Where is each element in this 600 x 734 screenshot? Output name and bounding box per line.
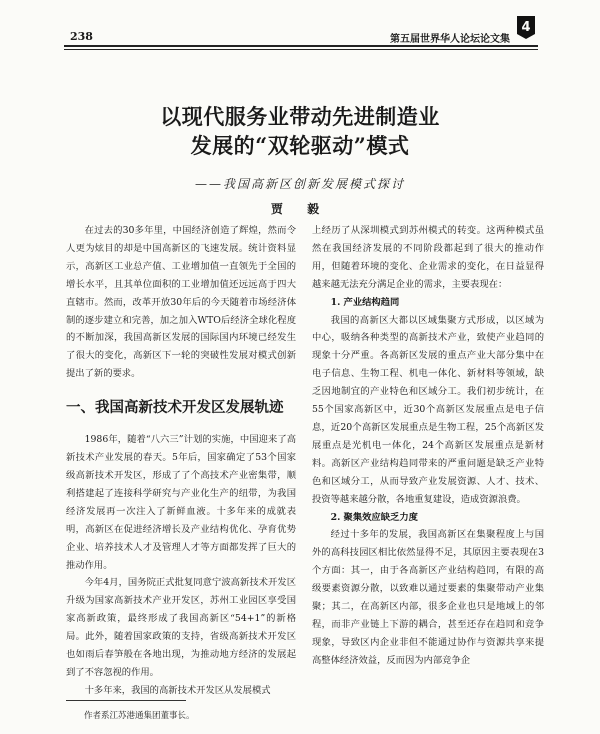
body-paragraph: 经过十多年的发展，我国高新区在集聚程度上与国外的高科技园区相比依然显得不足，其原因主要表现在3个方面：其一，由于各高新区产业结构趋同，有限的高级要素资源分散，以致难以通过要素的集聚带动产业集聚；其二，在高新区内部，很多企业也只是地域上的邻程，而非产业链上下游的耦合，甚至还存在趋同和竞争现象，导致区内企业非但不能通过协作与资源共享来提高整体经济效益，反而因为内部竞争企	[312, 529, 544, 666]
body-paragraph: 我国的高新区大都以区域集聚方式形成，以区域为中心，吸纳各种类型的高新技术产业，致使产业趋同的现象十分严重。各高新区发展的重点产业大部分集中在电子信息、生物工程、机电一体化、新材料等领域，缺乏因地制宜的产业特色和区域分工。我们初步统计，在55个国家高新区中，近30个高新区发展重点是电子信息，近20个高新区发展重点是生物工程，25个高新区发展重点是光机电一体化，24个高新区发展重点是新材料。高新区产业结构趋同带来的严重问题是缺乏产业特色和区域分工，从而导致产业发展资源、人才、技术、投资等越来越分散，各地重复建设，造成资源浪费。	[312, 314, 544, 505]
body-paragraph: 上经历了从深圳模式到苏州模式的转变。这两种模式虽然在我国经济发展的不同阶段都起到了很大的推动作用，但随着环境的变化、企业需求的变化，在日益显得越来越无法充分满足企业的需求，主要表现在：	[312, 225, 544, 290]
header-rule	[64, 45, 538, 47]
running-head: 第五届世界华人论坛论文集	[390, 34, 510, 45]
body-paragraph: 十多年来，我国的高新技术开发区从发展模式	[84, 684, 271, 696]
body-paragraph: 1986年，随着“八六三”计划的实施，中国迎来了高新技术产业发展的春天。5年后，国家确定了53个国家级高新技术开发区，形成了了个高技术产业密集带，顺利搭建起了连接科学研究与产业化生产的纽带，为我国经济发展再一次注入了新鲜血液。十多年来的成就表明，高新区在促进经济增长及产业结构优化、孕育优势企业、培养技术人才及管理人才等方面都发挥了巨大的推动作用。	[66, 434, 296, 571]
section-heading: 一、我国高新技术开发区发展轨迹	[66, 399, 284, 417]
article-title-line2: 发展的“双轮驱动”模式	[190, 133, 410, 158]
logo-char: 4	[521, 20, 531, 35]
conference-logo-icon	[514, 14, 538, 40]
article-title-line1: 以现代服务业带动先进制造业	[160, 104, 440, 129]
header-rule-thin	[64, 49, 538, 50]
article-subtitle: ——我国高新区创新发展模式探讨	[194, 177, 405, 191]
footnote: 作者系江苏港通集团董事长。	[84, 711, 195, 721]
subheading: 1. 产业结构趋同	[330, 296, 400, 308]
right-column	[312, 222, 544, 670]
page-number: 238	[70, 30, 93, 43]
left-column	[66, 222, 296, 700]
subheading: 2. 聚集效应缺乏力度	[330, 511, 418, 523]
intro-paragraph: 在过去的30多年里，中国经济创造了辉煌，然而令人更为炫目的却是中国高新区的飞速发展。统计资料显示，高新区工业总产值、工业增加值一直领先于全国的增长水平，且其单位面积的工业增加值还远远高于四大直辖市。然而，改革开放30年后的今天随着市场经济体制的逐步建立和完善，加之加入WTO后经济全球化程度的不断加深，我国高新区发展的国际国内环境已经发生了很大的变化，高新区下一轮的突破性发展对模式创新提出了新的要求。	[66, 225, 296, 380]
body-paragraph: 今年4月，国务院正式批复同意宁波高新技术开发区升级为国家高新技术产业开发区，苏州工业园区享受国家高新政策，最终形成了我国高新区“54+1”的新格局。此外，随着国家政策的支持，省级高新技术开发区也如雨后春笋般在各地出现，为推动地方经济的发展起到了不容忽视的作用。	[66, 577, 296, 678]
footnote-rule	[66, 700, 186, 701]
article-author: 贾 毅	[270, 202, 330, 216]
